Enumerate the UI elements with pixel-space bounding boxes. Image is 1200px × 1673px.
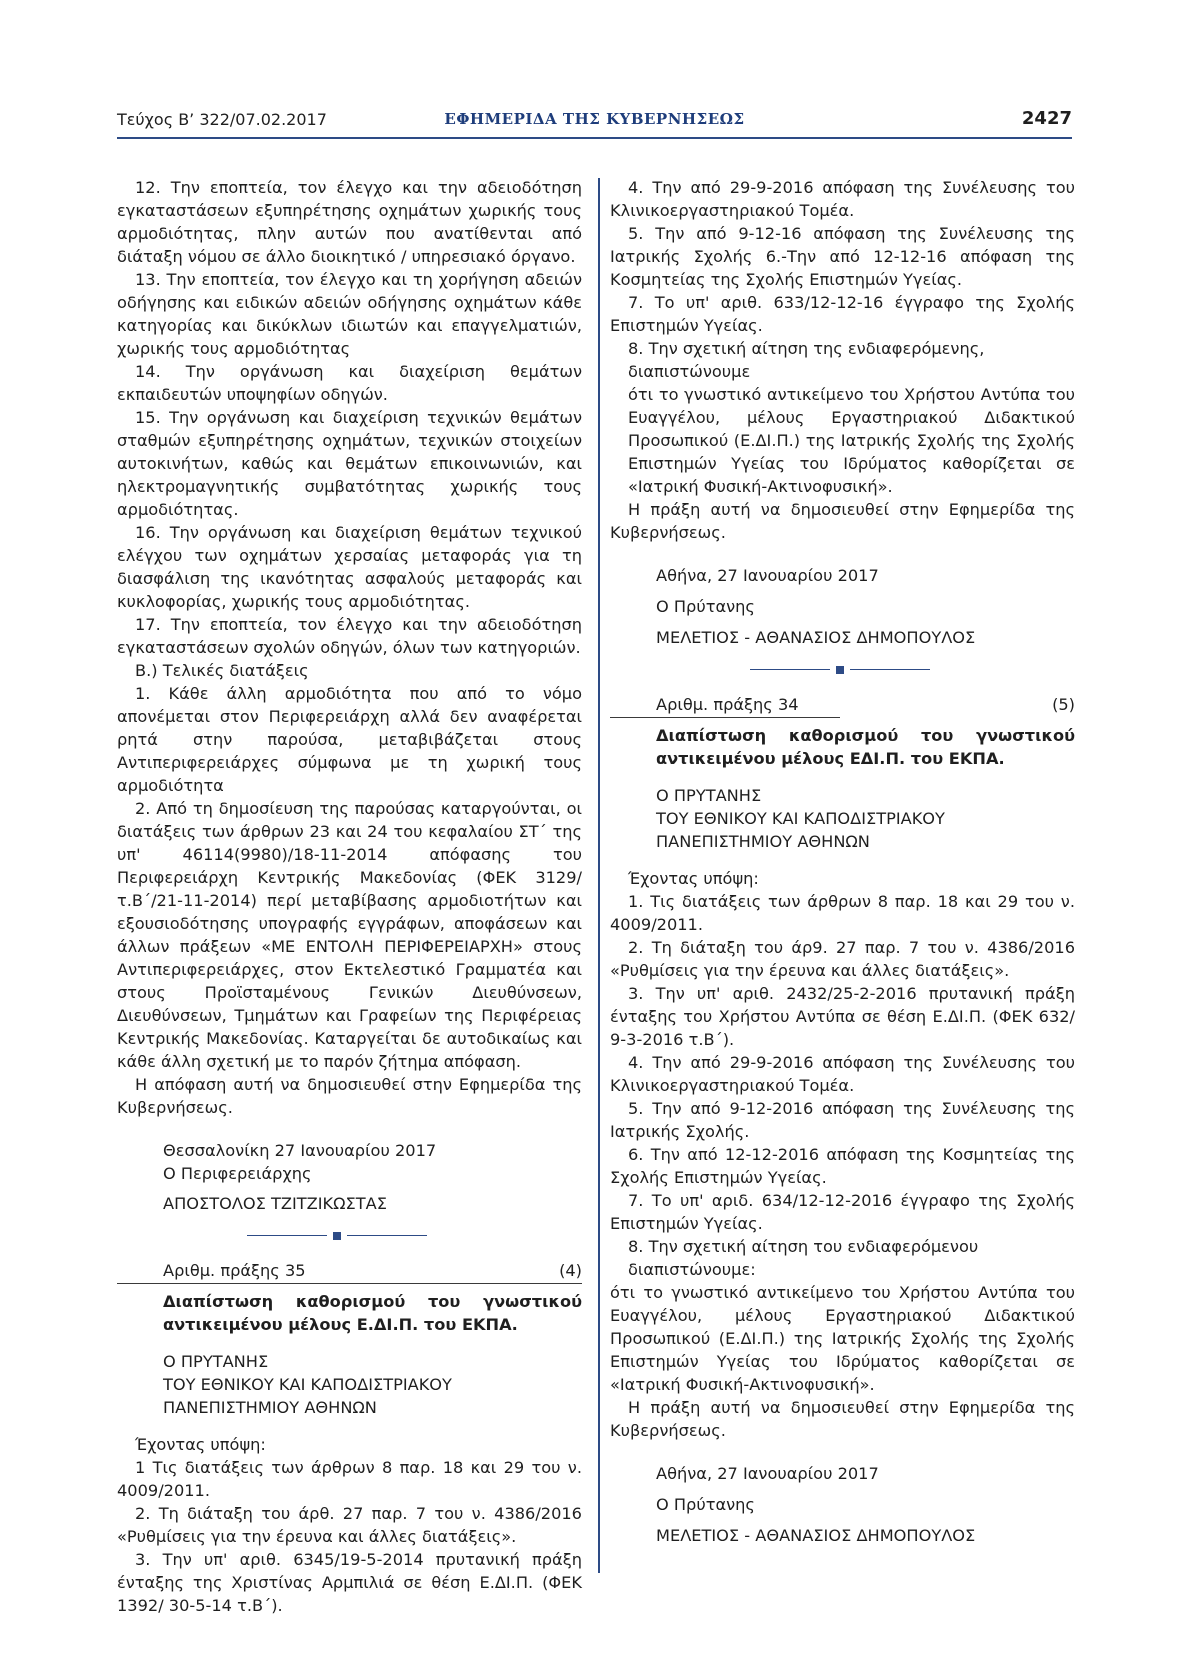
page-number: 2427 bbox=[1021, 108, 1072, 129]
signature-role: Ο Πρύτανης bbox=[656, 597, 755, 616]
signature-date: Αθήνα, 27 Ιανουαρίου 2017 bbox=[656, 1464, 879, 1483]
separator-line-left bbox=[247, 1235, 327, 1236]
signature-role: Ο Πρύτανης bbox=[656, 1495, 755, 1514]
rector-line-1: Ο ΠΡΥΤΑΝΗΣ bbox=[163, 1352, 269, 1371]
column-divider bbox=[598, 178, 600, 1573]
final-provision-1: 1. Κάθε άλλη αρμοδιότητα που από το νόμο απονέμεται στον Περιφερειάρχη αλλά δεν αναφέρεται ρητά στην παρούσα, μεταβιβάζεται στους Αντιπεριφερειάρχες σύμφωνα με τη χωρική τους αρμοδιότητα bbox=[117, 684, 582, 795]
separator-line-right bbox=[347, 1235, 427, 1236]
consideration-5: 5. Την από 9-12-16 απόφαση της Συνέλευσης της Ιατρικής Σχολής 6.-Την από 12-12-16 απόφαση της Κοσμητείας της Σχολής Επιστημών Υγείας. bbox=[610, 224, 1075, 289]
paragraph-12: 12. Την εποπτεία, τον έλεγχο και την αδειοδότηση εγκαταστάσεων εξυπηρέτησης οχημάτων χωρικής τους αρμοδιότητας, πλην αυτών που ανατίθενται από διάταξη νόμου σε άλλο διοικητικό / υπηρεσιακό όργανο. bbox=[117, 178, 582, 266]
finding-verb: διαπιστώνουμε bbox=[628, 362, 751, 381]
right-column bbox=[610, 176, 1075, 1547]
considering-heading: Έχοντας υπόψη: bbox=[135, 1435, 266, 1454]
act-rule bbox=[610, 717, 840, 718]
separator-square bbox=[333, 1232, 341, 1240]
header-rule bbox=[117, 137, 1072, 139]
paragraph-16: 16. Την οργάνωση και διαχείριση θεμάτων τεχνικού ελέγχου των οχημάτων χερσαίας μεταφοράς για τη διασφάλιση της ικανότητας ασφαλούς μεταφοράς και κυκλοφορίας, χωρικής τους αρμοδιότητας. bbox=[117, 523, 582, 611]
paragraph-14: 14. Την οργάνωση και διαχείριση θεμάτων εκπαιδευτών υποψηφίων οδηγών. bbox=[117, 362, 582, 404]
paragraph-15: 15. Την οργάνωση και διαχείριση τεχνικών θεμάτων σταθμών εξυπηρέτησης οχημάτων, τεχνικών στοιχείων αυτοκινήτων, καθώς και θεμάτων επικοινωνιών, και ηλεκτρομαγνητικής συμβατότητας χωρικής τους αρμοδιότητας. bbox=[117, 408, 582, 519]
signature-name: ΑΠΟΣΤΟΛΟΣ ΤΖΙΤΖΙΚΩΣΤΑΣ bbox=[163, 1194, 387, 1213]
consideration-2: 2. Τη διάταξη του άρθ. 27 παρ. 7 του ν. 4386/2016 «Ρυθμίσεις για την έρευνα και άλλες διατάξεις». bbox=[117, 1504, 582, 1546]
act-index: (5) bbox=[1052, 695, 1075, 714]
consideration-8: 8. Την σχετική αίτηση του ενδιαφερόμενου bbox=[628, 1237, 979, 1256]
signature-date: Θεσσαλονίκη 27 Ιανουαρίου 2017 bbox=[163, 1141, 437, 1160]
rector-line-3: ΠΑΝΕΠΙΣΤΗΜΙΟΥ ΑΘΗΝΩΝ bbox=[656, 832, 870, 851]
considering-heading: Έχοντας υπόψη: bbox=[628, 869, 759, 888]
section-separator bbox=[117, 1225, 582, 1247]
consideration-3: 3. Την υπ' αριθ. 6345/19-5-2014 πρυτανική πράξη ένταξης της Χριστίνας Αρμπιλιά σε θέση Ε.ΔΙ.Π. (ΦΕΚ 1392/ 30-5-14 τ.Β΄). bbox=[117, 1550, 582, 1615]
decision-text: ότι το γνωστικό αντικείμενο του Χρήστου Αντύπα του Ευαγγέλου, μέλους Εργαστηριακού Διδακτικού Προσωπικού (Ε.ΔΙ.Π.) της Ιατρικής Σχολής της Σχολής Επιστημών Υγείας του Ιδρύματος καθορίζεται σε «Ιατρική Φυσική-Ακτινοφυσική». bbox=[610, 1283, 1075, 1394]
act-index: (4) bbox=[559, 1261, 582, 1280]
signature-name: ΜΕΛΕΤΙΟΣ - ΑΘΑΝΑΣΙΟΣ ΔΗΜΟΠΟΥΛΟΣ bbox=[656, 628, 976, 647]
signature-date: Αθήνα, 27 Ιανουαρίου 2017 bbox=[656, 566, 879, 585]
publication-clause: Η πράξη αυτή να δημοσιευθεί στην Εφημερίδα της Κυβερνήσεως. bbox=[610, 500, 1075, 542]
rector-heading bbox=[117, 1350, 582, 1419]
publication-clause: Η απόφαση αυτή να δημοσιευθεί στην Εφημερίδα της Κυβερνήσεως. bbox=[117, 1075, 582, 1117]
left-column bbox=[117, 176, 582, 1617]
separator-line-left bbox=[750, 669, 830, 670]
consideration-1: 1. Τις διατάξεις των άρθρων 8 παρ. 18 και 29 του ν. 4009/2011. bbox=[610, 892, 1075, 934]
rector-line-1: Ο ΠΡΥΤΑΝΗΣ bbox=[656, 786, 762, 805]
signature-role: Ο Περιφερειάρχης bbox=[163, 1164, 312, 1183]
consideration-7: 7. Το υπ' αριθ. 633/12-12-16 έγγραφο της Σχολής Επιστημών Υγείας. bbox=[610, 293, 1075, 335]
rector-heading bbox=[610, 784, 1075, 853]
decision-text: ότι το γνωστικό αντικείμενο του Χρήστου Αντύπα του Ευαγγέλου, μέλους Εργαστηριακού Διδακτικού Προσωπικού (Ε.ΔΙ.Π.) της Ιατρικής Σχολής της Σχολής Επιστημών Υγείας του Ιδρύματος καθορίζεται σε «Ιατρική Φυσική-Ακτινοφυσική». bbox=[628, 385, 1075, 496]
page-header bbox=[117, 106, 1072, 136]
consideration-1: 1 Τις διατάξεις των άρθρων 8 παρ. 18 και 29 του ν. 4009/2011. bbox=[117, 1458, 582, 1500]
separator-line-right bbox=[850, 669, 930, 670]
act-number: Αριθμ. πράξης 34 bbox=[656, 695, 799, 714]
act-title: Διαπίστωση καθορισμού του γνωστικού αντικειμένου μέλους ΕΔΙ.Π. του ΕΚΠΑ. bbox=[656, 726, 1075, 768]
consideration-5: 5. Την από 9-12-2016 απόφαση της Συνέλευσης της Ιατρικής Σχολής. bbox=[610, 1099, 1075, 1141]
publication-clause: Η πράξη αυτή να δημοσιευθεί στην Εφημερίδα της Κυβερνήσεως. bbox=[610, 1398, 1075, 1440]
consideration-3: 3. Την υπ' αριθ. 2432/25-2-2016 πρυτανική πράξη ένταξης του Χρήστου Αντύπα σε θέση Ε.ΔΙ.Π. (ΦΕΚ 632/ 9-3-2016 τ.Β΄). bbox=[610, 984, 1075, 1049]
finding-verb: διαπιστώνουμε: bbox=[628, 1260, 756, 1279]
signature-name: ΜΕΛΕΤΙΟΣ - ΑΘΑΝΑΣΙΟΣ ΔΗΜΟΠΟΥΛΟΣ bbox=[656, 1526, 976, 1545]
gazette-title: ΕΦΗΜΕΡΙΔΑ ΤΗΣ ΚΥΒΕΡΝΗΣΕΩΣ bbox=[444, 110, 745, 128]
section-separator bbox=[610, 659, 1075, 681]
rector-line-2: ΤΟΥ ΕΘΝΙΚΟΥ ΚΑΙ ΚΑΠΟΔΙΣΤΡΙΑΚΟΥ bbox=[163, 1375, 452, 1394]
consideration-2: 2. Τη διάταξη του άρ9. 27 παρ. 7 του ν. 4386/2016 «Ρυθμίσεις για την έρευνα και άλλες διατάξεις». bbox=[610, 938, 1075, 980]
rector-line-3: ΠΑΝΕΠΙΣΤΗΜΙΟΥ ΑΘΗΝΩΝ bbox=[163, 1398, 377, 1417]
consideration-7: 7. Το υπ' αριδ. 634/12-12-2016 έγγραφο της Σχολής Επιστημών Υγείας. bbox=[610, 1191, 1075, 1233]
final-provision-2: 2. Από τη δημοσίευση της παρούσας καταργούνται, οι διατάξεις των άρθρων 23 και 24 του κεφαλαίου ΣΤ΄ της υπ' 46114(9980)/18-11-2014 απόφασης του Περιφερειάρχη Κεντρικής Μακεδονίας (ΦΕΚ 3129/τ.Β΄/21-11-2014) περί μεταβίβασης αρμοδιοτήτων και εξουσιοδότησης υπογραφής εγγράφων, αποφάσεων και άλλων πράξεων «ΜΕ ΕΝΤΟΛΗ ΠΕΡΙΦΕΡΕΙΑΡΧΗ» στους Αντιπεριφερειάρχες, στον Εκτελεστικό Γραμματέα και στους Προϊσταμένους Γενικών Διευθύνσεων, Διευθύνσεων, Τμημάτων και Γραφείων της Περιφέρειας Κεντρικής Μακεδονίας. Καταργείται δε αυτοδικαίως και κάθε άλλη σχετική με το παρόν ζήτημα απόφαση. bbox=[117, 799, 582, 1071]
paragraph-17: 17. Την εποπτεία, τον έλεγχο και την αδειοδότηση εγκαταστάσεων σχολών οδηγών, όλων των κατηγοριών. bbox=[117, 615, 582, 657]
consideration-6: 6. Την από 12-12-2016 απόφαση της Κοσμητείας της Σχολής Επιστημών Υγείας. bbox=[610, 1145, 1075, 1187]
act-title: Διαπίστωση καθορισμού του γνωστικού αντικειμένου μέλους Ε.ΔΙ.Π. του ΕΚΠΑ. bbox=[163, 1292, 582, 1334]
consideration-8: 8. Την σχετική αίτηση της ενδιαφερόμενης, bbox=[628, 339, 985, 358]
act-number-line bbox=[656, 693, 1075, 717]
consideration-4: 4. Την από 29-9-2016 απόφαση της Συνέλευσης του Κλινικοεργαστηριακού Τομέα. bbox=[610, 1053, 1075, 1095]
consideration-4: 4. Την από 29-9-2016 απόφαση της Συνέλευσης του Κλινικοεργαστηριακού Τομέα. bbox=[610, 178, 1075, 220]
paragraph-13: 13. Την εποπτεία, τον έλεγχο και τη χορήγηση αδειών οδήγησης και ειδικών αδειών οδήγησης οχημάτων κάθε κατηγορίας και δικύκλων ιδιωτών και επαγγελματιών, χωρικής τους αρμοδιότητας bbox=[117, 270, 582, 358]
act-rule bbox=[117, 1283, 582, 1284]
act-number: Αριθμ. πράξης 35 bbox=[163, 1261, 306, 1280]
issue-number: Τεύχος Β’ 322/07.02.2017 bbox=[117, 110, 327, 129]
separator-square bbox=[836, 666, 844, 674]
final-provisions-heading: Β.) Τελικές διατάξεις bbox=[135, 661, 309, 680]
act-number-line bbox=[163, 1259, 582, 1283]
rector-line-2: ΤΟΥ ΕΘΝΙΚΟΥ ΚΑΙ ΚΑΠΟΔΙΣΤΡΙΑΚΟΥ bbox=[656, 809, 945, 828]
